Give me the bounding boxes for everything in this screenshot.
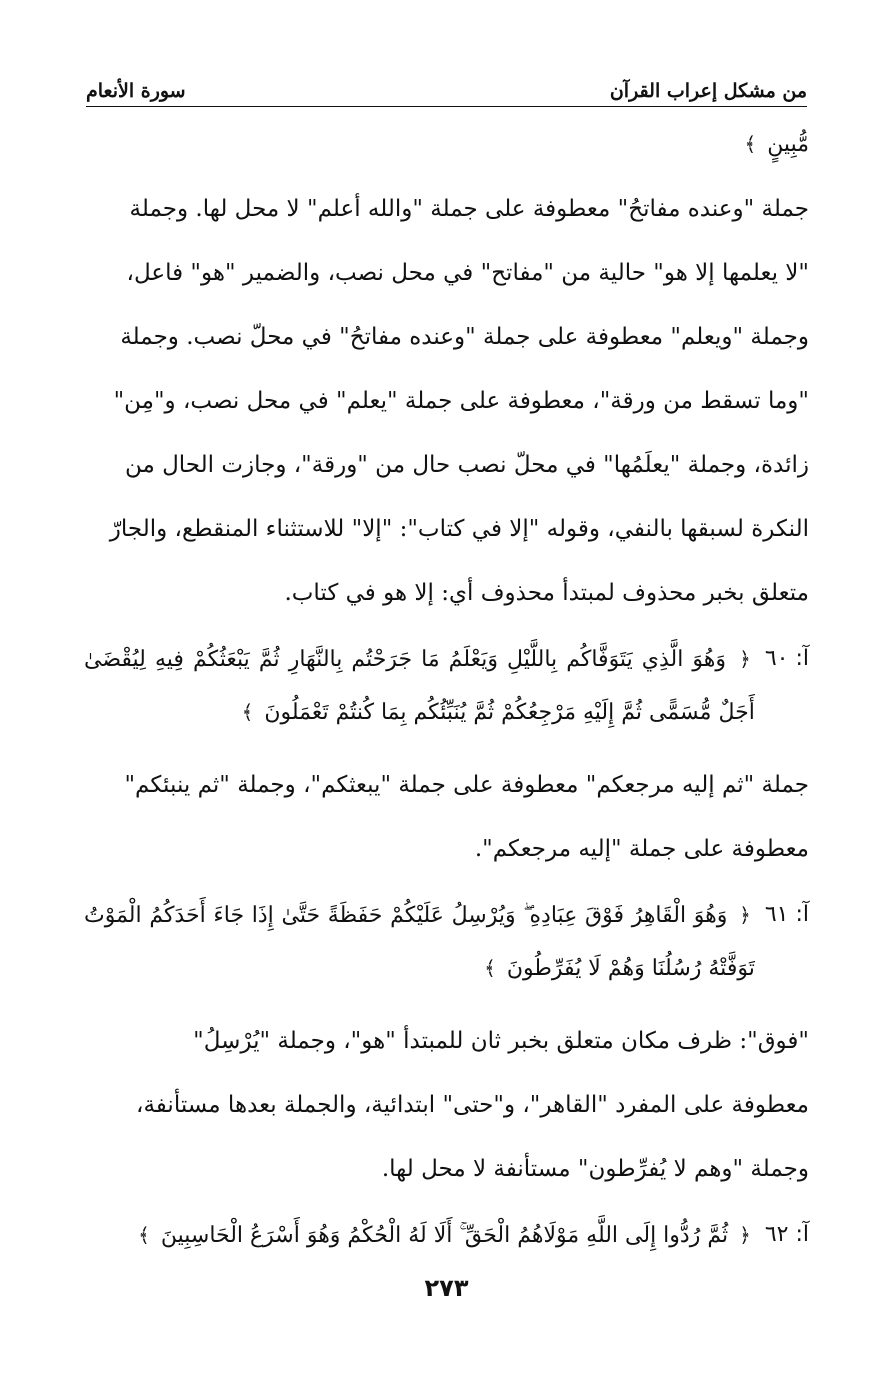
commentary-line: "وما تسقط من ورقة"، معطوفة على جملة "يعلم" في محل نصب، و"مِن"	[113, 388, 809, 414]
commentary-line: معطوفة على المفرد "القاهر"، و"حتى" ابتدائية، والجملة بعدها مستأنفة،	[136, 1092, 809, 1118]
verse-text: لِيُقْضَىٰ أَجَلٌ مُّسَمًّى ثُمَّ إِلَيْهِ مَرْجِعُكُمْ ثُمَّ يُنَبِّئُكُم بِمَا كُنتُمْ تَعْمَلُونَ	[84, 647, 755, 725]
verse-end-mark: ﴾	[138, 1223, 150, 1247]
commentary-line: زائدة، وجملة "يعلَمُها" في محلّ نصب حال من "ورقة"، وجازت الحال من	[124, 452, 809, 478]
verse-text: وَهُوَ الْقَاهِرُ فَوْقَ عِبَادِهِ ۖ وَيُرْسِلُ عَلَيْكُمْ حَفَظَةً حَتَّىٰ إِذَا جَاءَ أَحَدَكُمُ الْمَوْتُ	[84, 903, 728, 928]
commentary-line: وجملة "ويعلم" معطوفة على جملة "وعنده مفاتحُ" في محلّ نصب. وجملة	[120, 324, 809, 350]
verse-60	[84, 633, 809, 739]
verse-number: آ: ٦١	[764, 902, 809, 927]
verse-number: آ: ٦٢	[764, 1222, 809, 1247]
commentary-line: "فوق": ظرف مكان متعلق بخبر ثان للمبتدأ "هو"، وجملة "يُرْسِلُ"	[193, 1028, 809, 1054]
verse-open-mark: ﴿	[739, 903, 751, 927]
verse-open-mark: ﴿	[739, 1223, 751, 1247]
verse-text: وَهُوَ الَّذِي يَتَوَفَّاكُم بِاللَّيْلِ وَيَعْلَمُ مَا جَرَحْتُم بِالنَّهَارِ ثُمَّ يَبْعَثُكُمْ فِيهِ	[154, 647, 727, 672]
commentary-line: "لا يعلمها إلا هو" حالية من "مفاتح" في محل نصب، والضمير "هو" فاعل،	[126, 260, 809, 286]
surah-title: سورة الأنعام	[86, 80, 186, 102]
verse-text: تَوَفَّتْهُ رُسُلُنَا وَهُمْ لَا يُفَرِّطُونَ	[506, 956, 755, 981]
commentary-59	[84, 177, 809, 625]
commentary-line: النكرة لسبقها بالنفي، وقوله "إلا في كتاب": "إلا" للاستثناء المنقطع، والجارّ	[109, 516, 809, 542]
verse-end-mark: ﴾	[241, 700, 254, 724]
verse-end-mark: ﴾	[744, 132, 757, 156]
commentary-line: جملة "وعنده مفاتحُ" معطوفة على جملة "والله أعلم" لا محل لها. وجملة	[129, 196, 809, 222]
running-header	[86, 74, 807, 107]
commentary-line: وجملة "وهم لا يُفرِّطون" مستأنفة لا محل لها.	[381, 1156, 809, 1182]
verse-number: آ: ٦٠	[764, 646, 809, 671]
verse-open-mark: ﴿	[739, 647, 751, 671]
page-number: ٢٧٣	[424, 1274, 469, 1302]
book-title: من مشكل إعراب القرآن	[609, 80, 807, 102]
verse-61	[84, 889, 809, 995]
page-content	[84, 118, 809, 1262]
verse-fragment-text: مُّبِينٍ	[767, 132, 809, 157]
commentary-line: معطوفة على جملة "إليه مرجعكم".	[474, 836, 809, 862]
commentary-line: جملة "ثم إليه مرجعكم" معطوفة على جملة "يبعثكم"، وجملة "ثم ينبئكم"	[124, 772, 809, 798]
verse-62	[84, 1209, 809, 1262]
commentary-60	[84, 753, 809, 881]
verse-text: ثُمَّ رُدُّوا إِلَى اللَّهِ مَوْلَاهُمُ الْحَقِّ ۚ أَلَا لَهُ الْحُكْمُ وَهُوَ أَسْرَعُ الْحَاسِبِينَ	[160, 1223, 729, 1248]
verse-end-mark: ﴾	[484, 956, 496, 980]
commentary-61	[84, 1009, 809, 1201]
verse-fragment	[84, 118, 809, 171]
commentary-line: متعلق بخبر محذوف لمبتدأ محذوف أي: إلا هو في كتاب.	[284, 580, 809, 606]
